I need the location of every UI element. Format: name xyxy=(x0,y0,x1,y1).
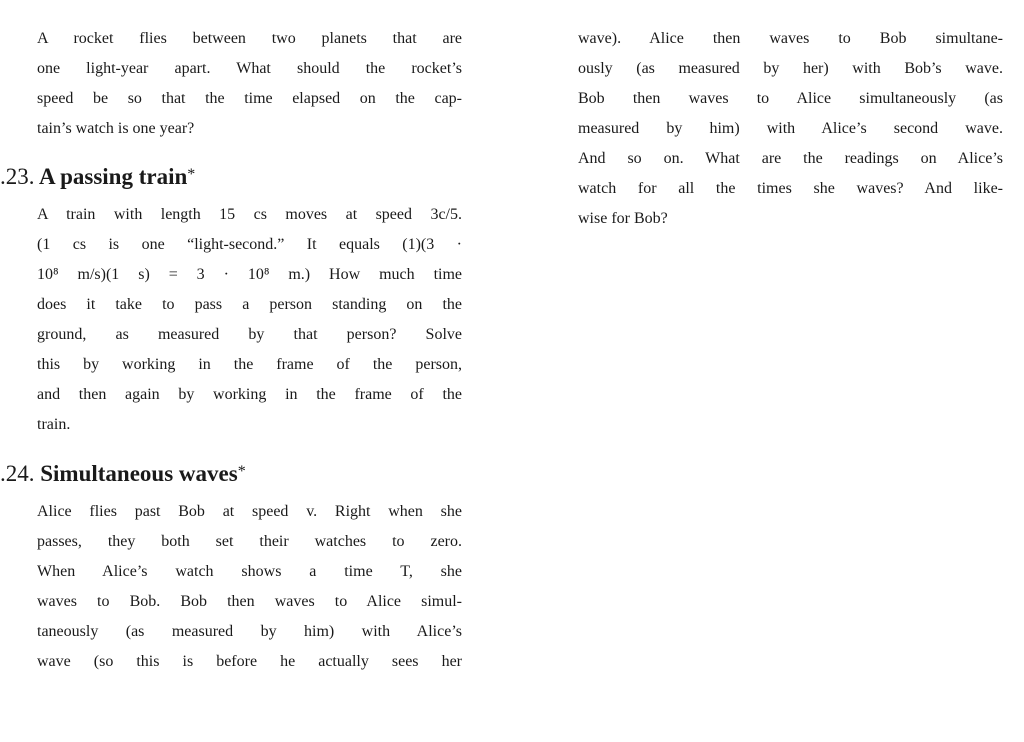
text-line: When Alice’s watch shows a time T, she xyxy=(37,563,462,580)
text-line: tain’s watch is one year? xyxy=(37,120,195,137)
text-line: taneously (as measured by him) with Alice’s xyxy=(37,623,462,640)
problem-number: .23. xyxy=(0,164,35,189)
problem-number: .24. xyxy=(0,461,35,486)
text-line: measured by him) with Alice’s second wave. xyxy=(578,120,1003,137)
difficulty-star: * xyxy=(237,463,246,480)
text-line: 10⁸ m/s)(1 s) = 3 · 10⁸ m.) How much time xyxy=(37,266,462,283)
text-line: wave). Alice then waves to Bob simultane- xyxy=(578,30,1003,47)
continued-paragraph xyxy=(578,30,1003,240)
text-line: A rocket flies between two planets that are xyxy=(37,30,462,47)
text-line: ground, as measured by that person? Solve xyxy=(37,326,462,343)
text-line: (1 cs is one “light-second.” It equals (1)(3 · xyxy=(37,236,462,253)
text-line: passes, they both set their watches to zero. xyxy=(37,533,462,550)
text-line: waves to Bob. Bob then waves to Alice simul- xyxy=(37,593,462,610)
intro-paragraph xyxy=(37,30,462,150)
text-line: does it take to pass a person standing on the xyxy=(37,296,462,313)
text-line: train. xyxy=(37,416,71,433)
text-line: watch for all the times she waves? And like- xyxy=(578,180,1003,197)
difficulty-star: * xyxy=(187,166,196,183)
text-line: And so on. What are the readings on Alice’s xyxy=(578,150,1003,167)
problem-23-heading xyxy=(0,162,195,192)
text-line: A train with length 15 cs moves at speed 3c/5. xyxy=(37,206,462,223)
problem-title: Simultaneous waves xyxy=(40,461,238,486)
text-line: one light-year apart. What should the rocket’s xyxy=(37,60,462,77)
text-line: Bob then waves to Alice simultaneously (as xyxy=(578,90,1003,107)
text-line: wise for Bob? xyxy=(578,210,668,227)
problem-24-body xyxy=(37,503,462,683)
text-line: speed be so that the time elapsed on the cap- xyxy=(37,90,462,107)
text-line: ously (as measured by her) with Bob’s wave. xyxy=(578,60,1003,77)
problem-23-body xyxy=(37,206,462,446)
problem-24-heading xyxy=(0,459,246,489)
text-line: this by working in the frame of the person, xyxy=(37,356,462,373)
text-line: Alice flies past Bob at speed v. Right when she xyxy=(37,503,462,520)
text-line: wave (so this is before he actually sees her xyxy=(37,653,462,670)
problem-title: A passing train xyxy=(38,164,188,189)
text-line: and then again by working in the frame of the xyxy=(37,386,462,403)
